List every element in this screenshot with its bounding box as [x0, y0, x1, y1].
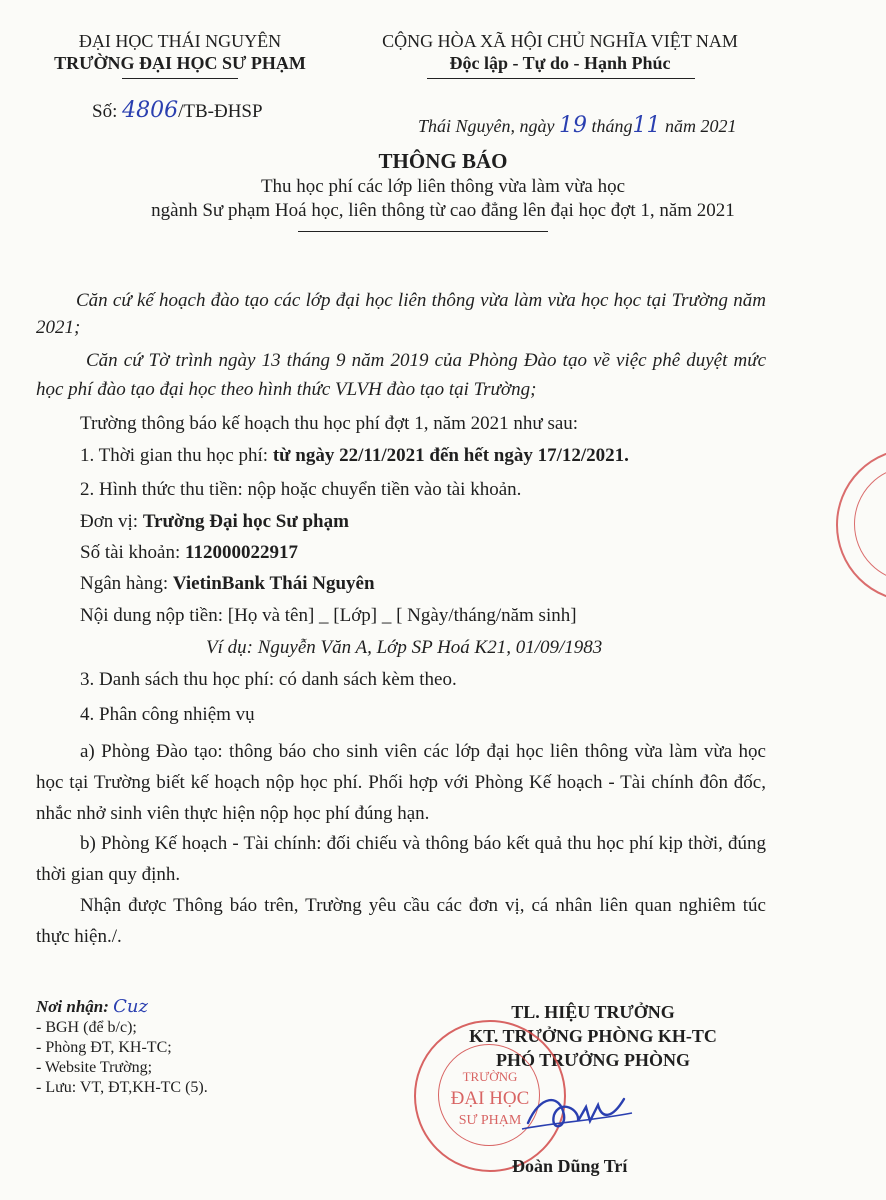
- item-4a: a) Phòng Đào tạo: thông báo cho sinh viên các lớp đại học liên thông vừa làm vừa học học tại Trường biết kế hoạch nộp học phí. Phối hợp với Phòng Kế hoạch - Tài chính đôn đốc, nhắc nhở sinh viên thực hiện nộp học phí đúng hạn.: [36, 741, 766, 824]
- national-name: CỘNG HÒA XÃ HỘI CHỦ NGHĨA VIỆT NAM: [382, 31, 738, 51]
- margin-stamp-fragment: [836, 448, 886, 608]
- title-underline: [298, 231, 548, 232]
- unit-line: Đơn vị: Trường Đại học Sư phạm: [80, 511, 349, 532]
- issuer-name: TRƯỜNG ĐẠI HỌC SƯ PHẠM: [54, 53, 306, 73]
- title-block: [0, 147, 886, 223]
- issuer-parent: ĐẠI HỌC THÁI NGUYÊN: [78, 31, 282, 51]
- handwritten-number: 4806: [122, 98, 179, 123]
- account-line: Số tài khoản: 112000022917: [80, 542, 298, 563]
- item-4: 4. Phân công nhiệm vụ: [80, 704, 255, 725]
- handwritten-initials: Cuz: [113, 996, 149, 1017]
- handwritten-day: 19: [559, 113, 587, 138]
- doc-subtitle-2: ngành Sư phạm Hoá học, liên thông từ cao đẳng lên đại học đợt 1, năm 2021: [151, 200, 735, 221]
- recipient-item: - Phòng ĐT, KH-TC;: [36, 1039, 172, 1056]
- example-line: Ví dụ: Nguyễn Văn A, Lớp SP Hoá K21, 01/09/1983: [206, 637, 603, 658]
- document-date: Thái Nguyên, ngày 19 tháng11 năm 2021: [418, 113, 737, 138]
- recipient-item: - Lưu: VT, ĐT,KH-TC (5).: [36, 1079, 208, 1096]
- national-motto-block: [340, 30, 780, 74]
- bank-name: VietinBank Thái Nguyên: [172, 573, 375, 594]
- basis-paragraph-2: Căn cứ Tờ trình ngày 13 tháng 9 năm 2019 của Phòng Đào tạo về việc phê duyệt mức học phí đào tạo đại học theo hình thức VLVH đào tạo tại Trường;: [36, 350, 766, 400]
- issuer-underline: [122, 78, 238, 79]
- item-1: 1. Thời gian thu học phí: từ ngày 22/11/2021 đến hết ngày 17/12/2021.: [80, 445, 629, 466]
- recipients-label: Nơi nhận:: [36, 997, 109, 1016]
- unit-value: Trường Đại học Sư phạm: [142, 511, 349, 532]
- signer-authority: TL. HIỆU TRƯỞNG: [511, 1002, 675, 1022]
- account-number: 112000022917: [185, 542, 298, 563]
- doc-title: THÔNG BÁO: [378, 149, 508, 173]
- national-motto: Độc lập - Tự do - Hạnh Phúc: [449, 53, 671, 73]
- doc-subtitle-1: Thu học phí các lớp liên thông vừa làm vừa học: [260, 176, 626, 197]
- intro-line: Trường thông báo kế hoạch thu học phí đợt 1, năm 2021 như sau:: [80, 413, 579, 434]
- recipient-item: - BGH (để b/c);: [36, 1019, 137, 1036]
- recipients-block: [36, 996, 208, 1098]
- motto-underline: [427, 78, 695, 79]
- document-number: Số: 4806/TB-ĐHSP: [92, 98, 263, 123]
- signer-office: KT. TRƯỞNG PHÒNG KH-TC: [469, 1026, 717, 1046]
- item-2: 2. Hình thức thu tiền: nộp hoặc chuyển tiền vào tài khoản.: [80, 479, 522, 500]
- payment-content-line: Nội dung nộp tiền: [Họ và tên] _ [Lớp] _ [ Ngày/tháng/năm sinh]: [80, 605, 577, 626]
- item-3: 3. Danh sách thu học phí: có danh sách kèm theo.: [80, 669, 457, 690]
- handwritten-signature: [520, 1085, 640, 1145]
- recipients-header: [36, 996, 208, 1018]
- signer-position: PHÓ TRƯỞNG PHÒNG: [495, 1050, 690, 1070]
- item-4b: b) Phòng Kế hoạch - Tài chính: đối chiếu và thông báo kết quả thu học phí kịp thời, đúng thời gian quy định.: [36, 833, 766, 885]
- handwritten-month: 11: [632, 113, 661, 138]
- seal-center-text: TRƯỜNG ĐẠI HỌC SƯ PHẠM: [450, 1069, 530, 1128]
- bank-line: Ngân hàng: VietinBank Thái Nguyên: [80, 573, 375, 594]
- recipient-item: - Website Trường;: [36, 1059, 153, 1076]
- payment-period: từ ngày 22/11/2021 đến hết ngày 17/12/2021.: [272, 445, 629, 466]
- issuer-block: [40, 30, 320, 74]
- basis-paragraph-1: Căn cứ kế hoạch đào tạo các lớp đại học liên thông vừa làm vừa học học tại Trường năm 2021;: [36, 290, 766, 338]
- closing-paragraph: Nhận được Thông báo trên, Trường yêu cầu các đơn vị, cá nhân liên quan nghiêm túc thực hiện./.: [36, 895, 766, 947]
- signer-name: Đoàn Dũng Trí: [512, 1156, 628, 1176]
